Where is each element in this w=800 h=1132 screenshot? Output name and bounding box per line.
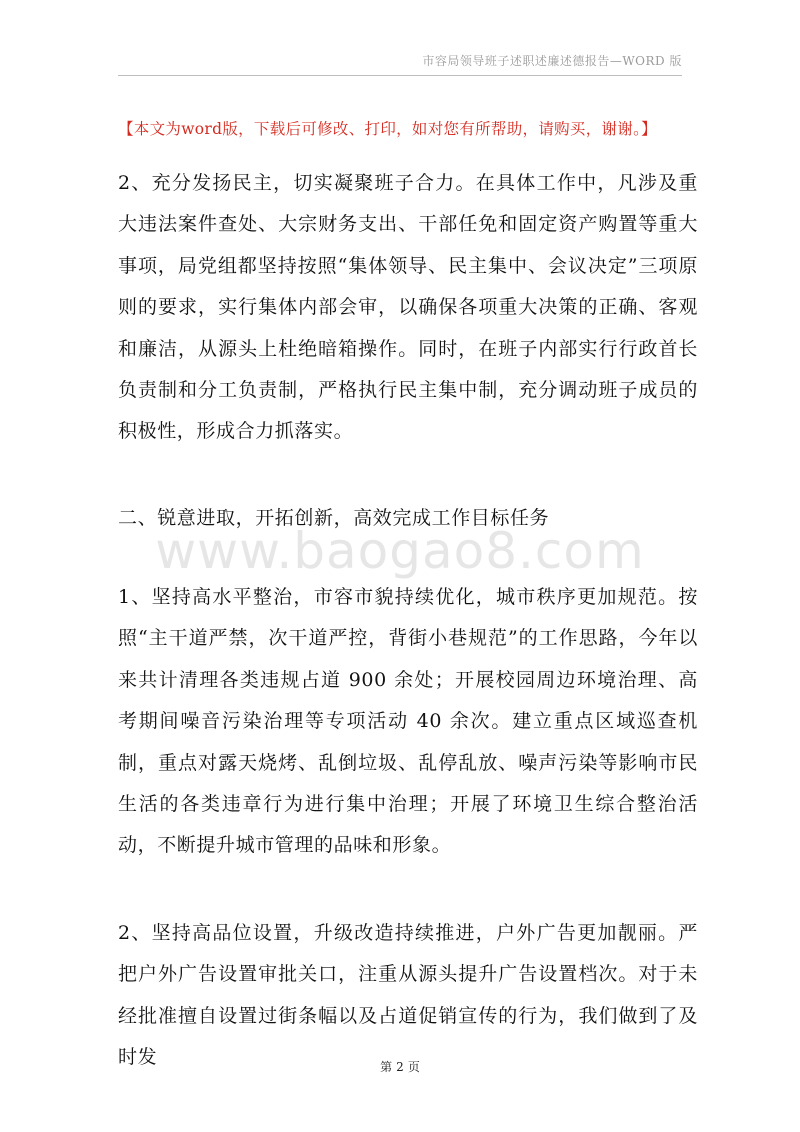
watermark: www.baogao8.com <box>155 522 645 580</box>
paragraph-3 <box>118 913 698 1079</box>
paragraph-text: 2、充分发扬民主，切实凝聚班子合力。在具体工作中，凡涉及重大违法案件查处、大宗财务支出、干部任免和固定资产购置等重大事项，局党组都坚持按照“集体领导、民主集中、会议决定”三项原则的要求，实行集体内部会审，以确保各项重大决策的正确、客观和廉洁，从源头上杜绝暗箱操作。同时，在班子内部实行行政首长负责制和分工负责制，严格执行民主集中制，充分调动班子成员的积极性，形成合力抓落实。 <box>118 172 698 443</box>
page-number: 2 <box>396 1060 404 1074</box>
purchase-notice: 【本文为word版，下载后可修改、打印，如对您有所帮助，请购买，谢谢。】 <box>118 120 657 138</box>
footer-prefix: 第 <box>380 1060 393 1074</box>
running-header: 市容局领导班子述职述廉述德报告—WORD 版 <box>422 54 682 68</box>
paragraph-text: 1、坚持高水平整治，市容市貌持续优化，城市秩序更加规范。按照“主干道严禁，次干道严控，背街小巷规范”的工作思路，今年以来共计清理各类违规占道 900 余处；开展校园周边环境治理、高考期间噪音污染治理等专项活动 40 余次。建立重点区域巡查机制，重点对露天烧烤、乱倒垃圾、乱停乱放、噪声污染等影响市民生活的各类违章行为进行集中治理；开展了环境卫生综合整治活动，不断提升城市管理的品味和形象。 <box>118 586 698 857</box>
paragraph-1 <box>118 163 698 453</box>
paragraph-2 <box>118 577 698 867</box>
header-divider <box>118 75 682 76</box>
paragraph-text: 2、坚持高品位设置，升级改造持续推进，户外广告更加靓丽。严把户外广告设置审批关口，注重从源头提升广告设置档次。对于未经批准擅自设置过街条幅以及占道促销宣传的行为，我们做到了及时发 <box>118 922 698 1069</box>
page-footer <box>0 1058 800 1075</box>
section-heading: 二、锐意进取，开拓创新，高效完成工作目标任务 <box>118 507 550 529</box>
footer-suffix: 页 <box>407 1060 420 1074</box>
